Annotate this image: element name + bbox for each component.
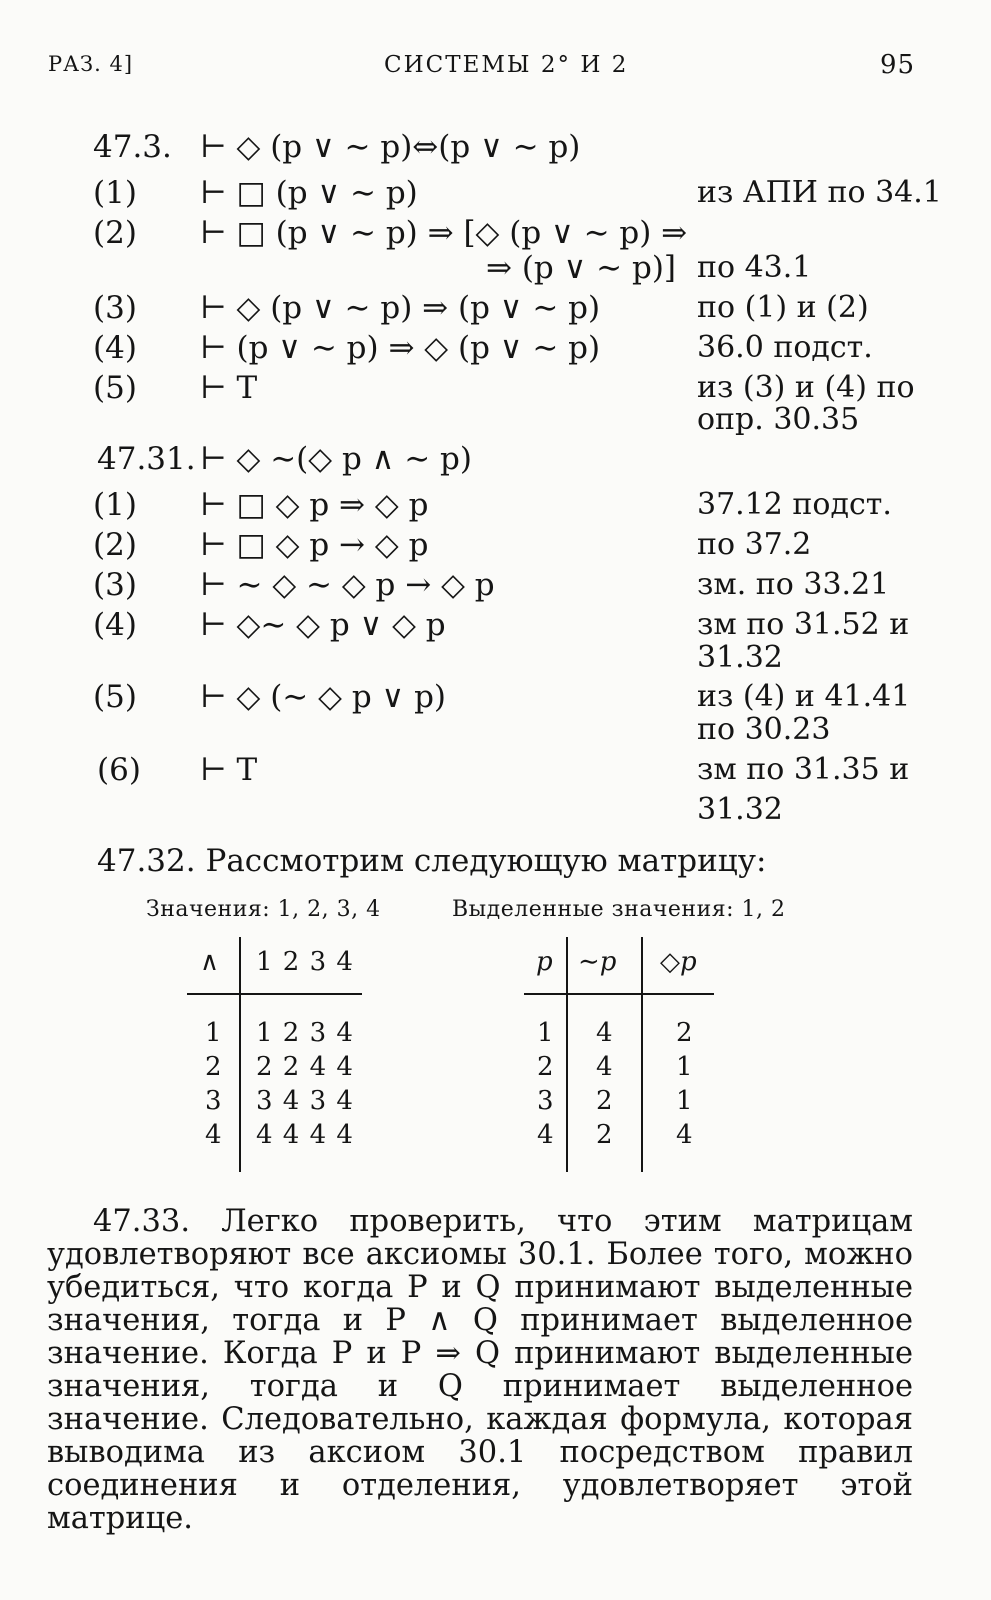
paragraph-text: 47.33. Легко проверить, что этим матрицам удовлетворяют все аксиомы 30.1. Более того, можно убедиться, что когда P и Q принимают выделенные значения, тогда и P ∧ Q принимает выделенное значение. Когда P и P ⇒ Q принимают выделенные значения, тогда и Q принимает выделенное значение. Следовательно, каждая формула, которая выводима из аксиом 30.1 посредством правил соединения и отделения, удовлетворяет этой матрице. xyxy=(47,1204,913,1536)
step-formula: ⊢ □ ◇ p → ◇ p xyxy=(200,527,429,563)
table-cell: 1 xyxy=(676,1086,693,1116)
step-justification-continuation: опр. 30.35 xyxy=(697,402,860,437)
step-justification: зм по 31.35 и xyxy=(697,752,910,787)
step-formula: ⊢ ◇ (∼ ◇ p ∨ p) xyxy=(200,679,447,715)
table-header: p xyxy=(536,947,553,977)
step-number: (1) xyxy=(93,487,137,523)
step-justification: из (4) и 41.41 xyxy=(697,679,911,714)
theorem-47-3-formula: ⊢ ◇ (p ∨ ∼ p)⇔(p ∨ ∼ p) xyxy=(200,129,581,165)
table-cell: 3 xyxy=(537,1086,554,1116)
step-justification: из (3) и (4) по xyxy=(697,370,915,405)
step-number: (2) xyxy=(93,527,137,563)
matrix-intro: 47.32. Рассмотрим следующую матрицу: xyxy=(97,843,767,879)
table-rule xyxy=(524,993,714,995)
step-formula: ⊢ (p ∨ ∼ p) ⇒ ◇ (p ∨ ∼ p) xyxy=(200,330,601,366)
step-formula-continuation: ⇒ (p ∨ ∼ p)] xyxy=(486,250,677,286)
step-justification: из АПИ по 34.1 xyxy=(697,175,942,210)
table-row-label: 2 xyxy=(205,1052,222,1082)
step-number: (2) xyxy=(93,215,137,251)
step-justification-continuation: 31.32 xyxy=(697,640,783,675)
step-justification: зм по 31.52 и xyxy=(697,607,910,642)
step-formula: ⊢ ◇ (p ∨ ∼ p) ⇒ (p ∨ ∼ p) xyxy=(200,290,601,326)
step-justification: зм. по 33.21 xyxy=(697,567,890,602)
step-number: (3) xyxy=(93,567,137,603)
step-number: (5) xyxy=(93,679,137,715)
step-formula: ⊢ □ (p ∨ ∼ p) ⇒ [◇ (p ∨ ∼ p) ⇒ xyxy=(200,215,688,251)
step-justification: по 43.1 xyxy=(697,250,812,285)
step-number: (1) xyxy=(93,175,137,211)
table-row-cells: 4 4 4 4 xyxy=(256,1120,353,1150)
step-justification: по 37.2 xyxy=(697,527,812,562)
step-justification: по (1) и (2) xyxy=(697,290,869,325)
page-number: 95 xyxy=(880,50,916,80)
step-number: (3) xyxy=(93,290,137,326)
table-cell: 4 xyxy=(596,1052,613,1082)
table-rule xyxy=(641,937,643,1172)
table-header: ∼p xyxy=(578,947,617,977)
step-justification: 37.12 подст. xyxy=(697,487,892,522)
theorem-47-31-formula: ⊢ ◇ ∼(◇ p ∧ ∼ p) xyxy=(200,441,472,477)
step-formula: ⊢ □ (p ∨ ∼ p) xyxy=(200,175,418,211)
table-cell: 4 xyxy=(676,1120,693,1150)
step-justification-continuation: по 30.23 xyxy=(697,712,831,747)
step-number: (4) xyxy=(93,607,137,643)
table-rule xyxy=(187,993,362,995)
table-cell: 2 xyxy=(596,1086,613,1116)
step-number: (4) xyxy=(93,330,137,366)
designated-values-label: Выделенные значения: 1, 2 xyxy=(452,897,786,922)
step-formula: ⊢ ◇∼ ◇ p ∨ ◇ p xyxy=(200,607,446,643)
table-row-cells: 3 4 3 4 xyxy=(256,1086,353,1116)
table-cell: 2 xyxy=(537,1052,554,1082)
step-justification-continuation: 31.32 xyxy=(697,792,783,827)
table-header: 1 2 3 4 xyxy=(256,947,353,977)
running-head-section: РАЗ. 4] xyxy=(48,52,134,76)
table-row-cells: 2 2 4 4 xyxy=(256,1052,353,1082)
table-cell: 4 xyxy=(596,1018,613,1048)
theorem-47-31-number: 47.31. xyxy=(97,441,196,477)
table-row-label: 3 xyxy=(205,1086,222,1116)
table-cell: 1 xyxy=(537,1018,554,1048)
table-operator: ∧ xyxy=(200,947,220,977)
table-header: ◇p xyxy=(660,947,697,977)
table-rule xyxy=(566,937,568,1172)
table-row-label: 4 xyxy=(205,1120,222,1150)
table-cell: 2 xyxy=(596,1120,613,1150)
step-formula: ⊢ T xyxy=(200,752,258,788)
table-row-label: 1 xyxy=(205,1018,222,1048)
values-label: Значения: 1, 2, 3, 4 xyxy=(146,897,381,922)
step-formula: ⊢ ∼ ◇ ∼ ◇ p → ◇ p xyxy=(200,567,495,603)
step-number: (5) xyxy=(93,370,137,406)
step-justification: 36.0 подст. xyxy=(697,330,873,365)
theorem-47-3-number: 47.3. xyxy=(93,129,172,165)
table-cell: 2 xyxy=(676,1018,693,1048)
table-row-cells: 1 2 3 4 xyxy=(256,1018,353,1048)
step-number: (6) xyxy=(97,752,141,788)
paragraph-47-33 xyxy=(47,1205,913,1535)
step-formula: ⊢ T xyxy=(200,370,258,406)
running-head-title: СИСТЕМЫ 2° И 2 xyxy=(384,52,629,78)
table-cell: 4 xyxy=(537,1120,554,1150)
table-cell: 1 xyxy=(676,1052,693,1082)
step-formula: ⊢ □ ◇ p ⇒ ◇ p xyxy=(200,487,429,523)
table-rule xyxy=(239,937,241,1172)
